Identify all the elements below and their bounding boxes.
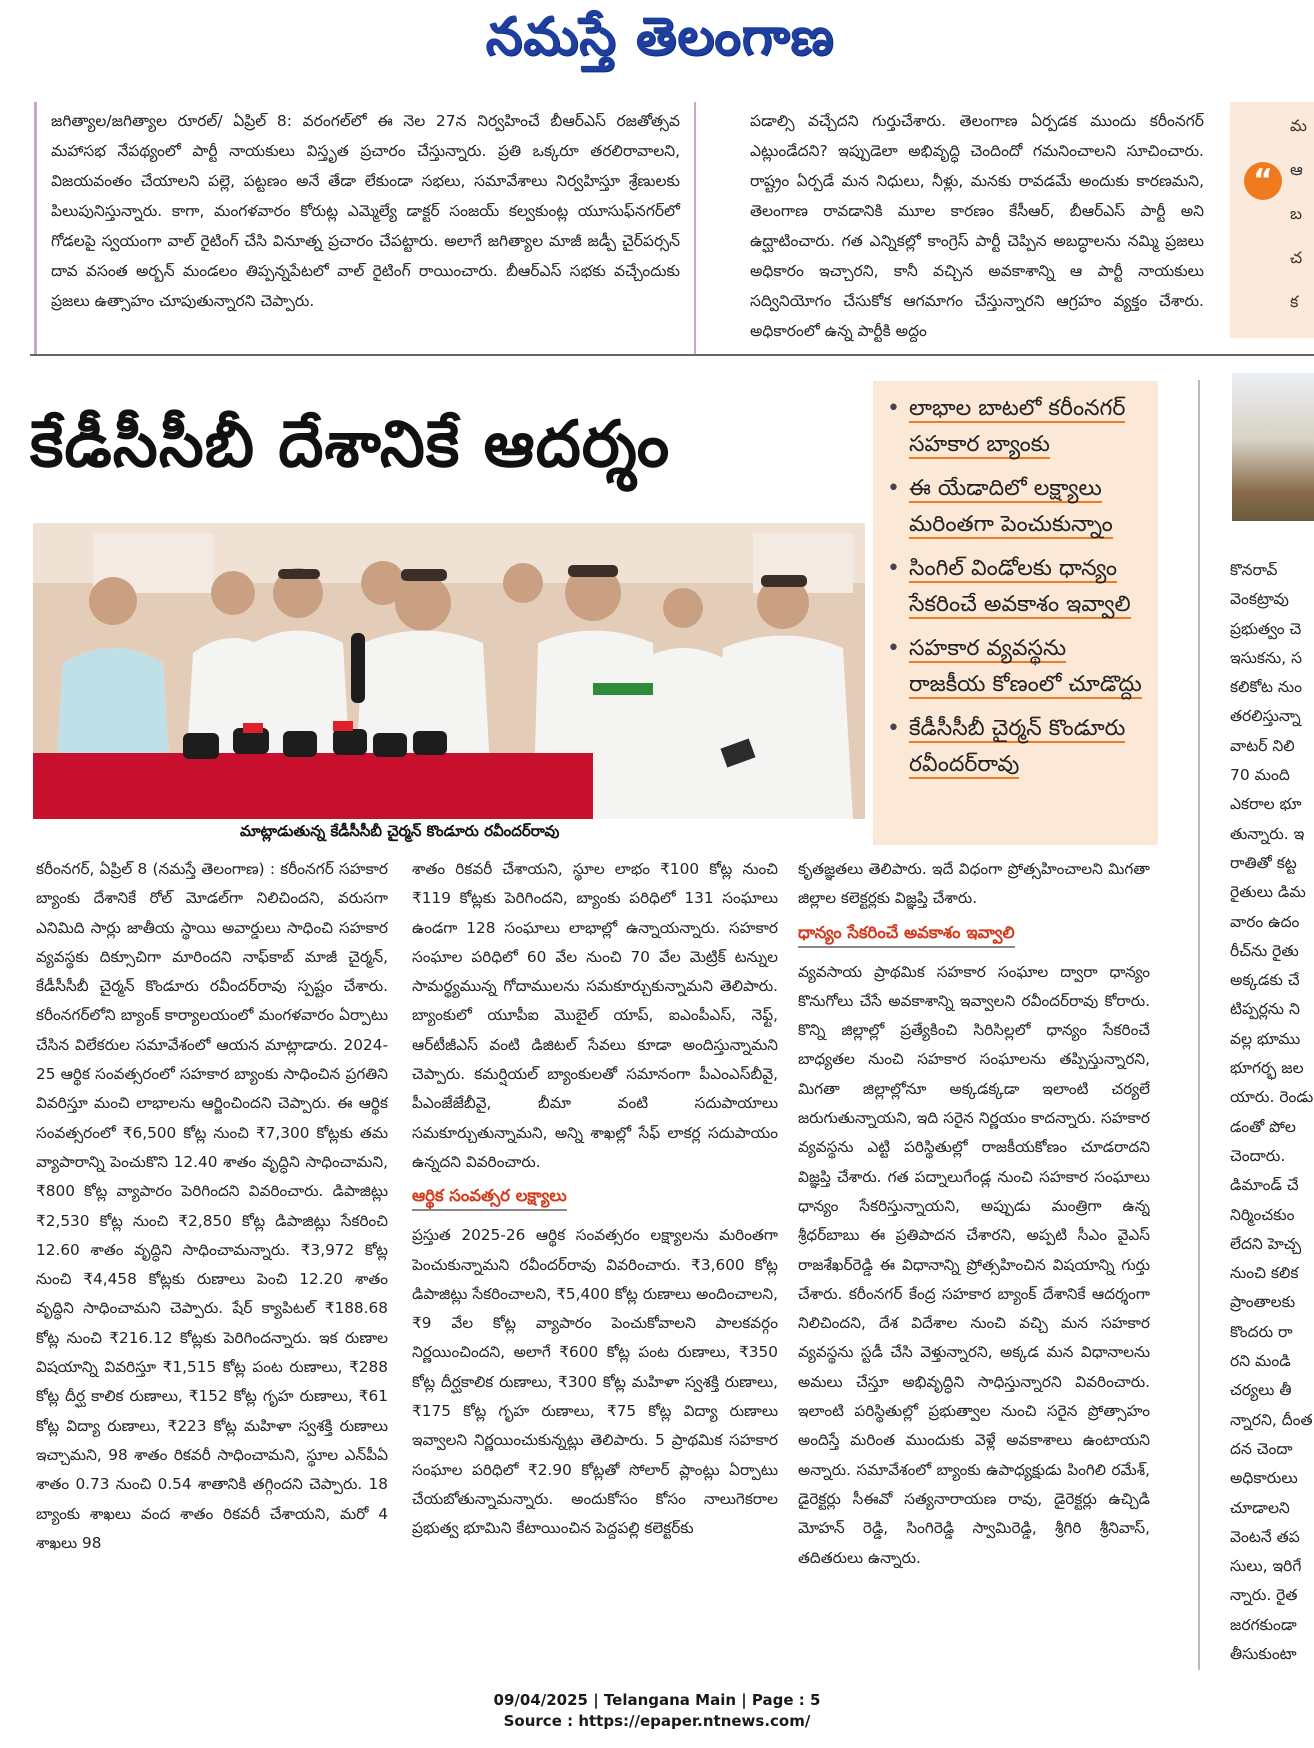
quote-letter: మ xyxy=(1290,116,1307,135)
side-column-line: రీచ్‌ను రైతు xyxy=(1230,941,1299,960)
highlights-box xyxy=(873,381,1158,845)
side-column-line: చెందారు. xyxy=(1230,1146,1286,1165)
article-paragraph: కృతజ్ఞతలు తెలిపారు. ఇదే విధంగా ప్రోత్సహించాలని మిగతా జిల్లాల కలెక్టర్లకు విజ్ఞప్తి చేశారు. xyxy=(798,860,1150,908)
quote-letter: చ xyxy=(1290,248,1303,267)
highlight-item xyxy=(887,471,1148,543)
side-column-line: చర్యలు తీ xyxy=(1230,1381,1292,1400)
side-column-line: జరగకుండా xyxy=(1230,1615,1297,1634)
highlight-text: లాభాల బాటలో కరీంనగర్ సహకార బ్యాంకు xyxy=(909,396,1126,457)
bullet-icon: • xyxy=(887,556,900,581)
highlight-text: కేడీసీసీబీ చైర్మన్ కొండూరు రవీందర్‌రావు xyxy=(909,716,1126,777)
highlight-text: సింగిల్ విండోలకు ధాన్యం సేకరించే అవకాశం ఇవ్వాలి xyxy=(909,556,1131,617)
highlight-item xyxy=(887,551,1148,623)
article-paragraph: కరీంనగర్, ఏప్రిల్ 8 (నమస్తే తెలంగాణ) : కరీంనగర్ సహకార బ్యాంకు దేశానికే రోల్ మోడల్‌గా నిలిచిందని, వరుసగా ఎనిమిది సార్లు జాతీయ స్థాయి అవార్డులు సాధించి సహకార వ్యవస్థకు దిక్సూచిగా మారిందని నాఫ్‌కాబ్ మాజీ చైర్మన్, కేడీసీసీబీ చైర్మన్ కొండూరు రవీందర్‌రావు స్పష్టం చేశారు. కరీంనగర్‌లోని బ్యాంక్ కార్యాలయంలో మంగళవారం ఏర్పాటు చేసిన విలేకరుల సమావేశంలో ఆయన మాట్లాడారు. 2024-25 ఆర్థిక సంవత్సరంలో సహకార బ్యాంకు సాధించిన ప్రగతిని వివరిస్తూ మంచి లాభాలను ఆర్జించిందని చెప్పారు. ఈ ఆర్థిక సంవత్సరంలో ₹6,500 కోట్ల నుంచి ₹7,300 కోట్లకు తమ వ్యాపారాన్ని పెంచుకొని 12.40 శాతం వృద్ధిని సాధించామని, ₹800 కోట్ల వ్యాపారం పెరిగిందని వివరించారు. డిపాజిట్లు ₹2,530 కోట్ల నుంచి ₹2,850 కోట్ల డిపాజిట్లు సేకరించి 12.60 శాతం వృద్ధిని సాధించామన్నారు. ₹3,972 కోట్ల నుంచి ₹4,458 కోట్లకు రుణాలు పెంచి 12.20 శాతం వృద్ధిని సాధించామని చెప్పారు. షేర్ క్యాపిటల్ ₹188.68 కోట్ల నుంచి ₹216.12 కోట్లకు పెరిగిందన్నారు. ఇక రుణాల విషయాన్ని వివరిస్తూ ₹1,515 కోట్ల పంట రుణాలు, ₹288 కోట్ల దీర్ఘ కాలిక రుణాలు, ₹152 కోట్ల గృహ రుణాలు, ₹61 కోట్ల విద్యా రుణాలు, ₹223 కోట్ల మహిళా స్వశక్తి రుణాలు ఇచ్చామని, 98 శాతం రికవరీ సాధించామని, స్థూల ఎన్‌పీఏ శాతం 0.73 నుంచి 0.54 శాతానికి తగ్గిందని చెప్పారు. 18 బ్యాంకు శాఖలు వంద శాతం రికవరీ చేశాయని, మరో 4 శాఖలు 98 xyxy=(36,860,388,1552)
section-divider xyxy=(30,354,1314,356)
quote-letter: క xyxy=(1290,292,1299,311)
side-column-line: రైతులు డిమ xyxy=(1230,883,1306,902)
side-column-line: 70 మంది xyxy=(1230,766,1290,785)
bullet-icon: • xyxy=(887,476,900,501)
side-column-line: భూగర్భ జల xyxy=(1230,1059,1304,1078)
side-column-line: ప్రభుత్వం చె xyxy=(1230,619,1302,638)
press-meet-photo xyxy=(33,523,865,819)
highlight-item xyxy=(887,631,1148,703)
side-column-line: డంతో పోల xyxy=(1230,1117,1296,1136)
footer-date-page: 09/04/2025 | Telangana Main | Page : 5 xyxy=(493,1691,821,1709)
side-column-line: కొనరావ్ xyxy=(1230,561,1278,579)
footer xyxy=(0,1690,1314,1732)
column-divider xyxy=(1198,380,1200,1670)
side-column-line: తీసుకుంటా xyxy=(1230,1644,1297,1663)
side-column-line: టిప్పర్లను ని xyxy=(1230,1000,1300,1019)
side-column-line: న్నారని, దీంత xyxy=(1230,1410,1313,1429)
highlight-text: ఈ యేడాదిలో లక్ష్యాలు మరింతగా పెంచుకున్నాం xyxy=(909,476,1113,537)
quote-letters xyxy=(1290,104,1314,324)
top-article-left: జగిత్యాల/జగిత్యాల రూరల్/ ఏప్రిల్ 8: వరంగల్‌లో ఈ నెల 27న నిర్వహించే బీఆర్‌ఎస్ రజతోత్సవ మహాసభ నేపథ్యంలో పార్టీ నాయకులు విస్తృత ప్రచారం చేస్తున్నారు. ప్రతి ఒక్కరూ తరలిరావాలని, విజయవంతం చేయాలని పల్లె, పట్టణం అనే తేడా లేకుండా సభలు, సమావేశాలు నిర్వహిస్తూ శ్రేణులకు పిలుపునిస్తున్నారు. కాగా, మంగళవారం కోరుట్ల ఎమ్మెల్యే డాక్టర్ సంజయ్ కల్వకుంట్ల యూసుఫ్‌నగర్‌లో గోడలపై స్వయంగా వాల్ రైటింగ్ చేసి వినూత్న ప్రచారం చేపట్టారు. అలాగే జగిత్యాల మాజీ జడ్పీ చైర్‌పర్సన్ దావ వసంత అర్బన్ మండలం తిప్పన్నపేటలో వాల్ రైటింగ్ రాయించారు. బీఆర్‌ఎస్ సభకు వచ్చేందుకు ప్రజలు ఉత్సాహం చూపుతున్నారని చెప్పారు. xyxy=(34,102,696,356)
bullet-icon: • xyxy=(887,636,900,661)
footer-source: Source : https://epaper.ntnews.com/ xyxy=(503,1712,811,1730)
side-article-column xyxy=(1230,556,1314,1666)
article-paragraph: వ్యవసాయ ప్రాథమిక సహకార సంఘాల ద్వారా ధాన్యం కొనుగోలు చేసే అవకాశాన్ని ఇవ్వాలని రవీందర్‌రావు కోరారు. కొన్ని జిల్లాల్లో ప్రత్యేకించి సిరిసిల్లలో ధాన్యం సేకరించే బాధ్యతల నుంచి సహకార సంఘాలను తప్పిస్తున్నారని, మిగతా జిల్లాల్లోనూ అక్కడక్కడా ఇలాంటి చర్యలే జరుగుతున్నాయని, ఇది సరైన నిర్ణయం కాదన్నారు. సహకార వ్యవస్థను ఎట్టి పరిస్థితుల్లో రాజకీయకోణం చూడరాదని విజ్ఞప్తి చేశారు. గత పద్నాలుగేండ్ల నుంచి సహకార సంఘాలు ధాన్యం సేకరిస్తున్నాయని, అప్పుడు మంత్రిగా ఉన్న శ్రీధర్‌బాబు ఈ ప్రతిపాదన చేశారని, అప్పటి సీఎం వైఎస్ రాజశేఖర్‌రెడ్డి ఈ విధానాన్ని ప్రోత్సహించిన విషయాన్ని గుర్తు చేశారు. కరీంనగర్ కేంద్ర సహకార బ్యాంక్ దేశానికే ఆదర్శంగా నిలిచిందని, దేశ విదేశాల నుంచి వచ్చి మన సహకార వ్యవస్థను స్టడీ చేసి వెళ్తున్నారని, అక్కడ మన విధానాలను అమలు చేస్తూ అభివృద్ధిని సాధిస్తున్నారని వివరించారు. ఇలాంటి పరిస్థితుల్లో ప్రభుత్వాల నుంచి సరైన ప్రోత్సాహం అందిస్తే మరింత ముందుకు వెళ్లే అవకాశాలు ఉంటాయని అన్నారు. సమావేశంలో బ్యాంకు ఉపాధ్యక్షుడు పింగిలి రమేశ్, డైరెక్టర్లు సీఈవో సత్యనారాయణ రావు, డైరెక్టర్లు ఉచ్చిడి మోహన్ రెడ్డి, సింగిరెడ్డి స్వామిరెడ్డి, శ్రీగిరి శ్రీనివాస్, తదితరులు ఉన్నారు. xyxy=(798,962,1150,1567)
side-column-line: వెంటనే తప xyxy=(1230,1527,1300,1546)
side-photo xyxy=(1232,373,1314,521)
quote-letter: ఆ xyxy=(1290,160,1303,179)
side-column-line: నుంచి కలిక xyxy=(1230,1264,1299,1283)
article-paragraph: ప్రస్తుత 2025-26 ఆర్థిక సంవత్సరం లక్ష్యాలను మరింతగా పెంచుకున్నామని రవీందర్‌రావు వివరించారు. ₹3,600 కోట్ల డిపాజిట్లు సేకరించాలని, ₹5,400 కోట్ల రుణాలు అందించాలని, ₹9 వేల కోట్ల వ్యాపారం పెంచుకోవాలని పాలకవర్గం నిర్ణయించిందని, అలాగే ₹600 కోట్ల పంట రుణాలు, ₹350 కోట్ల దీర్ఘకాలిక రుణాలు, ₹300 కోట్ల మహిళా స్వశక్తి రుణాలు, ₹175 కోట్ల గృహ రుణాలు, ₹75 కోట్ల విద్యా రుణాలు ఇవ్వాలని నిర్ణయించుకున్నట్లు తెలిపారు. 5 ప్రాథమిక సహకార సంఘాల పరిధిలో ₹2.90 కోట్లతో సోలార్ ప్లాంట్లు ఏర్పాటు చేయబోతున్నామన్నారు. అందుకోసం కోసం నాలుగెకరాల ప్రభుత్వ భూమిని కేటాయించిన పెద్దపల్లి కలెక్టర్‌కు xyxy=(412,1226,778,1538)
quote-icon: “ xyxy=(1244,162,1282,200)
side-column-line: వాటర్ నిలి xyxy=(1230,736,1295,755)
side-column-line: రని మండి xyxy=(1230,1352,1291,1371)
side-column-line: దన చెందా xyxy=(1230,1439,1293,1458)
bullet-icon: • xyxy=(887,716,900,741)
side-column-line: డిమాండ్ చే xyxy=(1230,1176,1299,1195)
masthead-logo: నమస్తే తెలంగాణ xyxy=(485,6,835,67)
quote-letter: బ xyxy=(1290,204,1303,223)
side-column-line: వెంకట్రావు xyxy=(1230,590,1289,609)
side-column-line: వారం ఉదం xyxy=(1230,912,1300,931)
headline: కేడీసీసీబీ దేశానికే ఆదర్శం xyxy=(30,408,671,482)
side-column-line: ఎకరాల భూ xyxy=(1230,795,1302,814)
photo-caption: మాట్లాడుతున్న కేడీసీసీబీ చైర్మన్ కొండూరు రవీందర్‌రావు xyxy=(240,822,560,840)
side-column-line: అధికారులు xyxy=(1230,1469,1298,1488)
side-column-line: వల్ల భూము xyxy=(1230,1029,1301,1048)
side-column-line: కలికోట నుం xyxy=(1230,678,1302,697)
highlight-item xyxy=(887,391,1148,463)
side-column-line: నిర్మించకుం xyxy=(1230,1205,1295,1224)
side-column-line: కొందరు రా xyxy=(1230,1322,1293,1341)
side-column-line: లేదని హెచ్చ xyxy=(1230,1234,1302,1253)
side-column-line: ప్రాంతాలకు xyxy=(1230,1293,1296,1312)
side-column-line: తరలిస్తున్నా xyxy=(1230,707,1301,726)
article-column-2 xyxy=(412,855,778,1677)
highlight-item xyxy=(887,711,1148,783)
side-column-line: రాతితో కట్ట xyxy=(1230,853,1297,872)
side-column-line: చూడాలని xyxy=(1230,1498,1290,1517)
top-article-middle: పడాల్సి వచ్చేదని గుర్తుచేశారు. తెలంగాణ ఏర్పడక ముందు కరీంనగర్ ఎట్లుండేదని? ఇప్పుడెలా అభివృద్ధి చెందిందో గమనించాలని సూచించారు. రాష్ట్రం ఏర్పడే మన నిధులు, నీళ్లు, మనకు రావడమే అందుకు కారణమని, తెలంగాణ రావడానికి మూల కారణం కేసీఆర్, బీఆర్‌ఎస్ పార్టీ అని ఉద్ఘాటించారు. గత ఎన్నికల్లో కాంగ్రెస్ పార్టీ చెప్పిన అబద్ధాలను నమ్మి ప్రజలు అధికారం ఇచ్చారని, కానీ వచ్చిన అవకాశాన్ని ఆ పార్టీ నాయకులు సద్వినియోగం చేసుకోక ఆగమాగం చేస్తున్నారని ఆగ్రహం వ్యక్తం చేశారు. అధికారంలో ఉన్న పార్టీకి అద్దం xyxy=(750,112,1204,340)
highlight-text: సహకార వ్యవస్థను రాజకీయ కోణంలో చూడొద్దు xyxy=(909,636,1142,697)
bullet-icon: • xyxy=(887,396,900,421)
subheading: ఆర్థిక సంవత్సర లక్ష్యాలు xyxy=(412,1183,567,1211)
side-column-line: ఇసుకను, స xyxy=(1230,648,1302,667)
side-column-line: తున్నారు. ఇ xyxy=(1230,824,1305,843)
article-column-1 xyxy=(36,855,388,1677)
subheading: ధాన్యం సేకరించే అవకాశం ఇవ్వాలి xyxy=(798,920,1015,948)
side-column-line: యారు. రెండు xyxy=(1230,1088,1314,1107)
article-paragraph: శాతం రికవరీ చేశాయని, స్థూల లాభం ₹100 కోట్ల నుంచి ₹119 కోట్లకు పెరిగిందని, బ్యాంకు పరిధిలో 131 సంఘాలు ఉండగా 128 సంఘాలు లాభాల్లో ఉన్నాయన్నారు. సహకార సంఘాల పరిధిలో 60 వేల నుంచి 70 వేల మెట్రిక్ టన్నుల సామర్థ్యమున్న గోదాములను సమకూర్చుకున్నామని తెలిపారు. బ్యాంకులో యూపీఐ మొబైల్ యాప్, ఐఎంపీఎస్, నెఫ్ట్, ఆర్‌టీజీఎస్ వంటి డిజిటల్ సేవలు కూడా అందిస్తున్నామని చెప్పారు. కమర్షియల్ బ్యాంకులతో సమానంగా పీఎంఎస్‌బీవై, పీఎంజేజేబీవై, బీమా వంటి సదుపాయాలు సమకూర్చుతున్నామని, అన్ని శాఖల్లో సేఫ్ లాకర్ల సదుపాయం ఉన్నదని వివరించారు. xyxy=(412,860,778,1171)
side-column-line: అక్కడకు చే xyxy=(1230,971,1300,990)
article-column-3 xyxy=(798,855,1150,1677)
side-column-line: సులు, ఇరిగే xyxy=(1230,1557,1302,1576)
side-column-line: న్నారు. రైత xyxy=(1230,1586,1298,1605)
